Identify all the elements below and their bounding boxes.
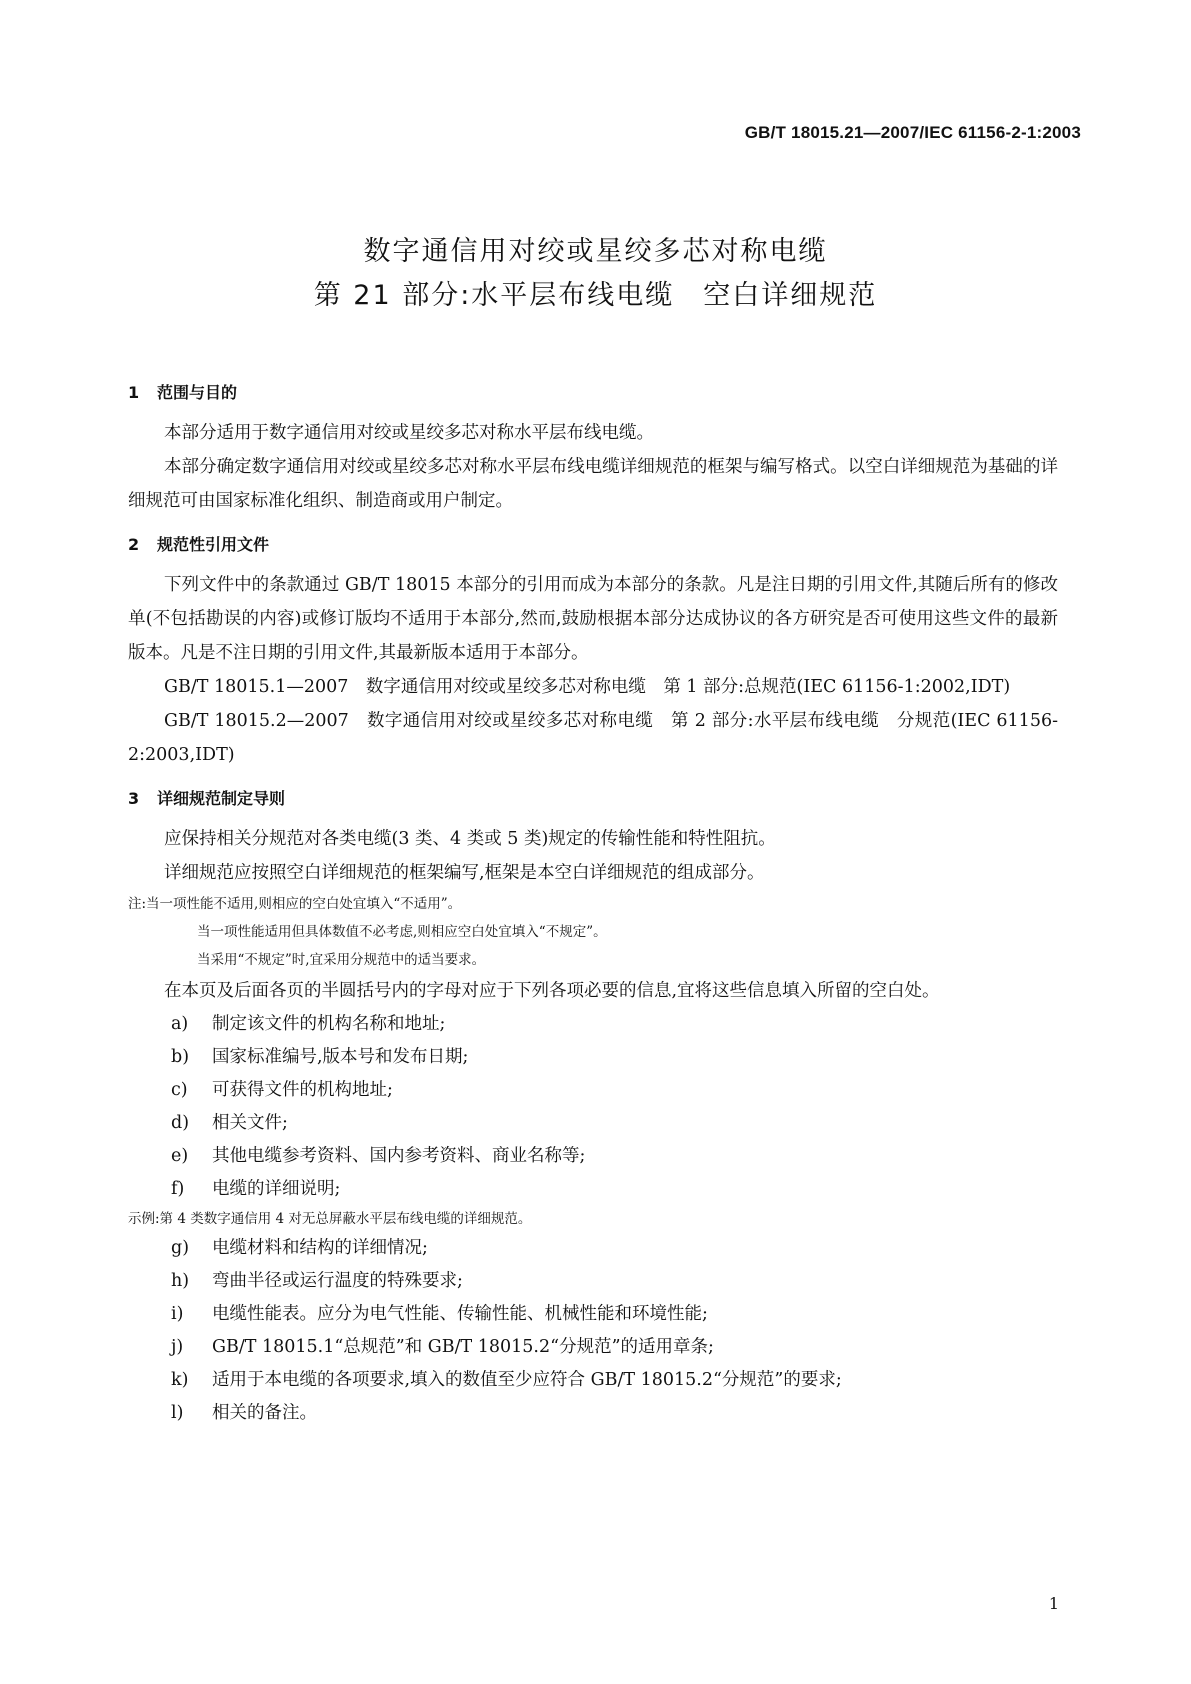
list-item-letter: g) xyxy=(171,1238,190,1258)
section-2-heading xyxy=(128,530,1058,560)
list-item-letter: e) xyxy=(171,1146,189,1166)
section-1-heading xyxy=(128,378,1058,408)
paragraph: 本部分适用于数字通信用对绞或星绞多芯对称水平层布线电缆。 xyxy=(164,423,654,443)
section-number: 3 xyxy=(128,789,140,808)
reference-entry: GB/T 18015.2—2007 数字通信用对绞或星绞多芯对称电缆 第 2 部分:水平层布线电缆 分规范(IEC 61156-2:2003,IDT) xyxy=(128,711,1058,765)
note: 注:当一项性能不适用,则相应的空白处宜填入“不适用”。 xyxy=(128,896,462,912)
list-item-letter: f) xyxy=(171,1179,185,1199)
list-item xyxy=(128,1173,1058,1206)
paragraph: 详细规范应按照空白详细规范的框架编写,框架是本空白详细规范的组成部分。 xyxy=(164,863,765,883)
paragraph: 本部分确定数字通信用对绞或星绞多芯对称水平层布线电缆详细规范的框架与编写格式。以空白详细规范为基础的详细规范可由国家标准化组织、制造商或用户制定。 xyxy=(128,457,1058,511)
section-number: 1 xyxy=(128,383,140,402)
standard-code-header: GB/T 18015.21—2007/IEC 61156-2-1:2003 xyxy=(744,123,1081,142)
note: 当采用“不规定”时,宜采用分规范中的适当要求。 xyxy=(197,952,486,968)
required-info-list-a-f xyxy=(128,1008,1058,1206)
section-title: 规范性引用文件 xyxy=(157,535,270,554)
list-item-letter: i) xyxy=(171,1304,184,1324)
list-item-letter: j) xyxy=(171,1337,184,1357)
note: 当一项性能适用但具体数值不必考虑,则相应空白处宜填入“不规定”。 xyxy=(197,924,607,940)
list-item-letter: h) xyxy=(171,1271,190,1291)
section-3-heading xyxy=(128,784,1058,814)
list-item xyxy=(128,1265,1058,1298)
list-item-text: 制定该文件的机构名称和地址; xyxy=(212,1014,446,1034)
list-item-letter: b) xyxy=(171,1047,190,1067)
list-item-text: 电缆的详细说明; xyxy=(212,1179,341,1199)
document-title-line-2: 第 21 部分:水平层布线电缆 空白详细规范 xyxy=(313,280,878,311)
list-item-letter: d) xyxy=(171,1113,190,1133)
paragraph: 应保持相关分规范对各类电缆(3 类、4 类或 5 类)规定的传输性能和特性阻抗。 xyxy=(164,829,776,849)
list-item-letter: k) xyxy=(171,1370,189,1390)
reference-entry: GB/T 18015.1—2007 数字通信用对绞或星绞多芯对称电缆 第 1 部分:总规范(IEC 61156-1:2002,IDT) xyxy=(164,677,1011,697)
list-item-letter: c) xyxy=(171,1080,188,1100)
required-info-list-g-l xyxy=(128,1232,1058,1430)
list-item-text: 其他电缆参考资料、国内参考资料、商业名称等; xyxy=(212,1146,586,1166)
list-item-letter: a) xyxy=(171,1014,189,1034)
list-item xyxy=(128,1298,1058,1331)
list-item-text: 相关文件; xyxy=(212,1113,288,1133)
list-item xyxy=(128,1331,1058,1364)
list-item xyxy=(128,1232,1058,1265)
list-item xyxy=(128,1041,1058,1074)
list-item-text: 电缆材料和结构的详细情况; xyxy=(212,1238,428,1258)
list-item-letter: l) xyxy=(171,1403,184,1423)
list-item xyxy=(128,1008,1058,1041)
section-title: 范围与目的 xyxy=(157,383,238,402)
paragraph: 下列文件中的条款通过 GB/T 18015 本部分的引用而成为本部分的条款。凡是注日期的引用文件,其随后所有的修改单(不包括勘误的内容)或修订版均不适用于本部分,然而,鼓励根据本部分达成协议的各方研究是否可使用这些文件的最新版本。凡是不注日期的引用文件,其最新版本适用于本部分。 xyxy=(128,575,1058,663)
paragraph: 在本页及后面各页的半圆括号内的字母对应于下列各项必要的信息,宜将这些信息填入所留的空白处。 xyxy=(164,981,940,1001)
list-item-text: 电缆性能表。应分为电气性能、传输性能、机械性能和环境性能; xyxy=(212,1304,708,1324)
list-item-text: 适用于本电缆的各项要求,填入的数值至少应符合 GB/T 18015.2“分规范”的要求; xyxy=(212,1370,842,1390)
list-item-text: 相关的备注。 xyxy=(212,1403,317,1423)
list-item-text: GB/T 18015.1“总规范”和 GB/T 18015.2“分规范”的适用章条; xyxy=(212,1337,714,1357)
list-item xyxy=(128,1364,1058,1397)
document-title-line-1: 数字通信用对绞或星绞多芯对称电缆 xyxy=(363,236,828,267)
list-item xyxy=(128,1074,1058,1107)
section-title: 详细规范制定导则 xyxy=(157,789,286,808)
example-note: 示例:第 4 类数字通信用 4 对无总屏蔽水平层布线电缆的详细规范。 xyxy=(128,1211,532,1227)
list-item xyxy=(128,1397,1058,1430)
list-item-text: 弯曲半径或运行温度的特殊要求; xyxy=(212,1271,463,1291)
section-number: 2 xyxy=(128,535,140,554)
list-item xyxy=(128,1140,1058,1173)
list-item-text: 国家标准编号,版本号和发布日期; xyxy=(212,1047,469,1067)
document-body xyxy=(128,378,1058,1430)
list-item-text: 可获得文件的机构地址; xyxy=(212,1080,393,1100)
page-number: 1 xyxy=(1048,1594,1059,1613)
list-item xyxy=(128,1107,1058,1140)
